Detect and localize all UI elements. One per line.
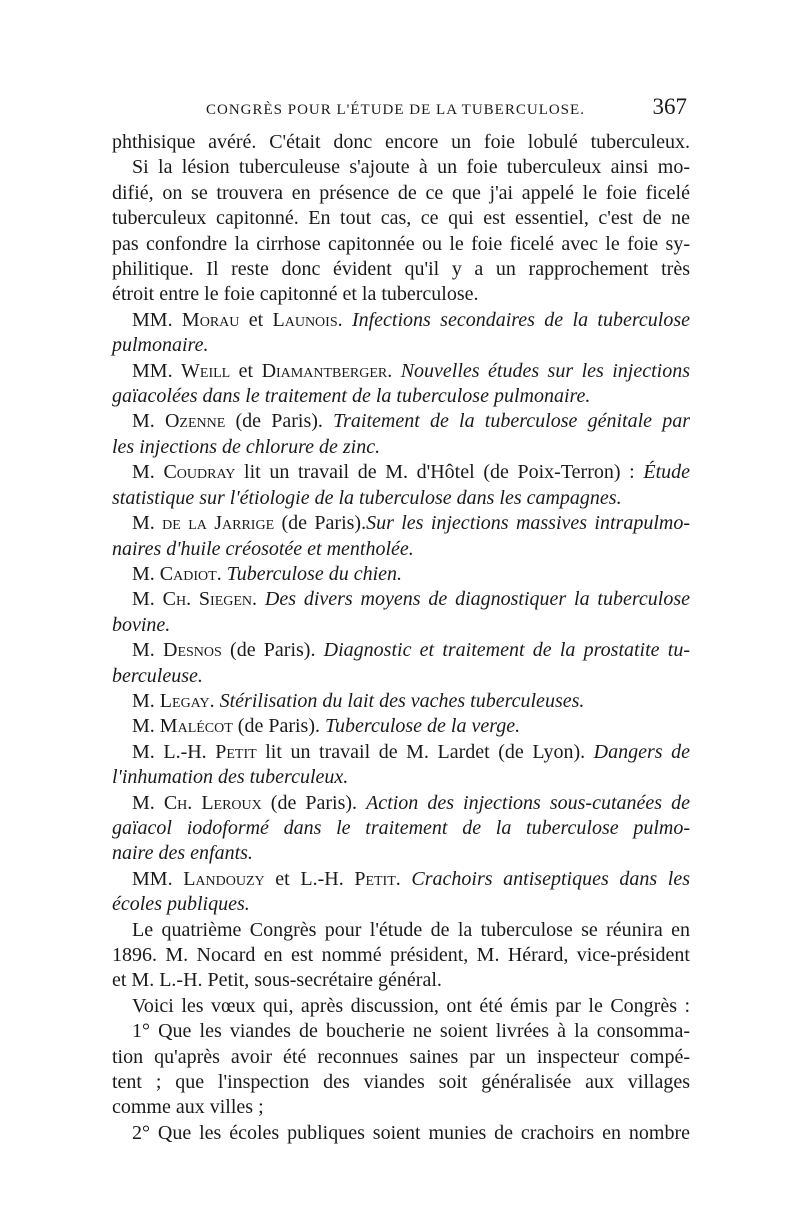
author-name: Weill	[181, 359, 231, 382]
italic-title: Tuberculose de la verge.	[325, 715, 521, 738]
text-run: .	[252, 588, 265, 611]
text-run: 2° Que les écoles publiques soient munies de crachoirs en nombre	[132, 1121, 690, 1144]
author-name: Desnos	[163, 639, 222, 662]
author-name: de la Jarrige	[162, 512, 275, 535]
text-line	[112, 282, 690, 307]
text-run: M.	[132, 715, 160, 738]
italic-title: gaïacol iodoformé dans le traitement de la tuberculose pulmo-	[112, 816, 690, 839]
text-run: MM.	[132, 308, 182, 331]
page-number: 367	[652, 94, 687, 119]
text-line	[112, 1070, 690, 1095]
text-line	[112, 587, 690, 612]
text-run: .	[395, 867, 412, 890]
italic-title: Étude	[643, 461, 691, 484]
text-run: MM.	[132, 359, 182, 382]
text-run: MM.	[132, 867, 184, 890]
author-name: Legay	[159, 689, 210, 712]
text-run: (de Paris).	[221, 639, 324, 662]
text-line	[112, 130, 690, 155]
text-run: (de Paris).	[232, 715, 325, 738]
text-run: M.	[132, 740, 164, 763]
text-line	[112, 714, 690, 739]
text-line	[112, 740, 690, 765]
text-run: difié, on se trouvera en présence de ce que j'ai appelé le foie ficelé	[112, 181, 690, 204]
text-run: M.	[132, 791, 164, 814]
italic-title: les injections de chlorure de zinc.	[112, 435, 381, 458]
text-run: .	[337, 308, 352, 331]
text-run: tent ; que l'inspection des viandes soit généralisée aux villages	[112, 1071, 690, 1094]
author-name: Landouzy	[183, 867, 265, 890]
italic-title: naire des enfants.	[112, 842, 253, 865]
text-line	[112, 867, 690, 892]
text-line	[112, 638, 690, 663]
italic-title: bovine.	[112, 613, 171, 636]
author-name: Morau	[181, 308, 240, 331]
body-text	[112, 130, 690, 1146]
italic-title: gaïacolées dans le traitement de la tuberculose pulmonaire.	[112, 385, 591, 408]
text-run: M.	[132, 461, 164, 484]
text-line	[112, 511, 690, 536]
text-run: .	[387, 359, 401, 382]
italic-title: Tuberculose du chien.	[226, 562, 403, 585]
text-line	[112, 460, 690, 485]
text-line	[112, 308, 690, 333]
italic-title: Sur les injections massives intrapulmo-	[366, 512, 690, 535]
text-line	[112, 181, 690, 206]
text-line	[112, 409, 690, 434]
text-run: tuberculeux capitonné. En tout cas, ce qui est essentiel, c'est de ne	[112, 207, 690, 230]
text-run: et M. L.-H. Petit, sous-secrétaire général.	[112, 969, 442, 992]
author-name: Diamantberger	[261, 359, 388, 382]
text-run: .	[216, 562, 227, 585]
text-run: (de Paris).	[261, 791, 367, 814]
italic-title: Traitement de la tuberculose génitale par	[333, 410, 690, 433]
text-run: tion qu'après avoir été reconnues saines par un inspecteur compé-	[112, 1045, 690, 1068]
italic-title: Action des injections sous-cutanées de	[366, 791, 690, 814]
italic-title: Des divers moyens de diagnostiquer la tuberculose	[264, 588, 690, 611]
text-run: Le quatrième Congrès pour l'étude de la tuberculose se réunira en	[132, 918, 690, 941]
text-run: 1896. M. Nocard en est nommé président, M. Hérard, vice-président	[112, 944, 690, 966]
text-run: et	[239, 308, 273, 331]
text-run: 1° Que les viandes de boucherie ne soient livrées à la consomma-	[132, 1020, 690, 1043]
author-name: Ch. Leroux	[163, 791, 262, 814]
text-run: pas confondre la cirrhose capitonnée ou le foie ficelé avec le foie sy-	[112, 232, 690, 255]
italic-title: Dangers de	[593, 740, 690, 763]
text-line	[112, 689, 690, 714]
text-line	[112, 918, 690, 943]
page-header	[112, 94, 687, 122]
text-line	[112, 486, 690, 511]
italic-title: berculeuse.	[112, 664, 203, 687]
text-run: phthisique avéré. C'était donc encore un foie lobulé tuberculeux.	[112, 131, 690, 153]
author-name: Launois	[272, 308, 338, 331]
text-run: philitique. Il reste donc évident qu'il y a un rapprochement très	[112, 258, 690, 281]
author-name: Ch. Siegen	[162, 588, 253, 611]
text-run: et	[264, 867, 301, 890]
text-line	[112, 155, 690, 180]
italic-title: Crachoirs antiseptiques dans les	[411, 867, 691, 890]
author-name: L.-H. Petit	[300, 867, 396, 890]
text-line	[112, 232, 690, 257]
text-line	[112, 1121, 690, 1146]
text-line	[112, 206, 690, 231]
text-line	[112, 537, 690, 562]
author-name: Coudray	[163, 461, 236, 484]
italic-title: l'inhumation des tuberculeux.	[112, 766, 349, 789]
text-line	[112, 333, 690, 358]
text-line	[112, 1045, 690, 1070]
text-line	[112, 994, 690, 1019]
text-run: Voici les vœux qui, après discussion, ont été émis par le Congrès :	[132, 994, 690, 1017]
text-run: (de Paris).	[274, 512, 367, 535]
italic-title: Infections secondaires de la tuberculose	[351, 308, 690, 331]
author-name: L.-H. Petit	[163, 740, 257, 763]
text-line	[112, 943, 690, 968]
text-run: lit un travail de M. Lardet (de Lyon).	[256, 740, 594, 763]
italic-title: Nouvelles études sur les injections	[400, 359, 690, 382]
text-line	[112, 816, 690, 841]
author-name: Cadiot	[159, 562, 217, 585]
text-line	[112, 841, 690, 866]
text-line	[112, 384, 690, 409]
text-run: M.	[132, 588, 163, 611]
text-line	[112, 892, 690, 917]
text-line	[112, 562, 690, 587]
text-run: comme aux villes ;	[112, 1096, 264, 1119]
text-run: M.	[132, 512, 163, 535]
text-line	[112, 791, 690, 816]
text-line	[112, 968, 690, 993]
italic-title: Stérilisation du lait des vaches tuberculeuses.	[219, 689, 585, 712]
text-run: M.	[132, 410, 165, 433]
italic-title: Diagnostic et traitement de la prostatite tu-	[323, 639, 690, 662]
text-run: lit un travail de M. d'Hôtel (de Poix-Terron) :	[235, 461, 644, 484]
author-name: Malécot	[159, 715, 233, 738]
text-line	[112, 435, 690, 460]
text-run: M.	[132, 562, 160, 585]
text-line	[112, 359, 690, 384]
text-line	[112, 1019, 690, 1044]
text-line	[112, 765, 690, 790]
text-run: Si la lésion tuberculeuse s'ajoute à un foie tuberculeux ainsi mo-	[132, 156, 690, 179]
italic-title: écoles publiques.	[112, 893, 250, 916]
author-name: Ozenne	[164, 410, 226, 433]
italic-title: naires d'huile créosotée et mentholée.	[112, 537, 414, 560]
text-line	[112, 613, 690, 638]
running-title: CONGRÈS POUR L'ÉTUDE DE LA TUBERCULOSE.	[206, 102, 585, 118]
text-line	[112, 664, 690, 689]
italic-title: statistique sur l'étiologie de la tuberculose dans les campagnes.	[112, 486, 622, 509]
text-run: et	[230, 359, 262, 382]
text-run: étroit entre le foie capitonné et la tuberculose.	[112, 283, 479, 306]
text-run: .	[209, 689, 220, 712]
text-line	[112, 257, 690, 282]
text-run: M.	[132, 689, 160, 712]
text-run: (de Paris).	[225, 410, 334, 433]
text-run: M.	[132, 639, 164, 662]
text-line	[112, 1095, 690, 1120]
italic-title: pulmonaire.	[112, 334, 209, 357]
